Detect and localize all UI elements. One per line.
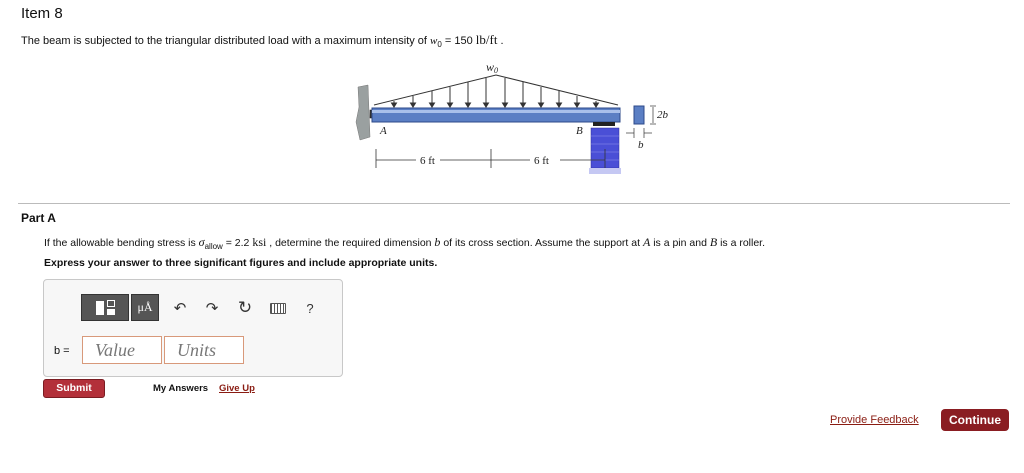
part-question	[44, 235, 765, 251]
part-label: Part A	[21, 211, 56, 225]
a-symbol: A	[642, 235, 651, 249]
load-label-w: w	[486, 60, 495, 74]
reset-icon[interactable]: ↻	[237, 298, 253, 317]
bb-symbol: B	[709, 235, 718, 249]
w0-subscript: 0	[437, 40, 442, 50]
point-b-label: B	[576, 125, 583, 137]
my-answers-link[interactable]: My Answers	[153, 383, 209, 394]
load-label-sub: 0	[494, 66, 499, 75]
templates-button[interactable]	[81, 294, 129, 321]
templates-icon	[96, 300, 115, 315]
sigma-subscript: allow	[204, 242, 223, 252]
section-divider	[18, 203, 1010, 204]
load-distribution-line	[374, 75, 618, 105]
b-input-label: b =	[54, 345, 70, 357]
submit-button[interactable]: Submit	[43, 379, 105, 398]
w0-symbol: w	[430, 35, 438, 47]
beam-figure	[350, 52, 690, 182]
problem-text: The beam is subjected to the triangular distributed load with a maximum intensity of	[21, 35, 431, 47]
part-text-5: is a pin and	[650, 237, 710, 249]
load-label	[486, 60, 498, 75]
load-units: lb/ft	[475, 32, 498, 47]
b-symbol: b	[434, 235, 441, 249]
ksi-unit: ksi	[252, 235, 267, 249]
redo-icon[interactable]: ↷	[205, 300, 219, 317]
part-text-4: of its cross section. Assume the support at	[440, 237, 643, 249]
part-text-6: is a roller.	[717, 237, 766, 249]
answer-box	[43, 279, 343, 377]
part-text-1: If the allowable bending stress is	[44, 237, 199, 249]
part-text-3: , determine the required dimension	[266, 237, 435, 249]
units-button[interactable]: μÅ	[131, 294, 159, 321]
cross-width-label: b	[638, 139, 644, 151]
undo-icon[interactable]: ↶	[173, 300, 187, 317]
point-a-label: A	[380, 125, 387, 137]
problem-equals: = 150	[441, 35, 476, 47]
wall-support	[356, 85, 370, 140]
cross-height-label: 2b	[657, 109, 668, 121]
problem-end: .	[497, 35, 504, 47]
sigma-symbol: σ	[198, 235, 205, 249]
dim-right-label: 6 ft	[534, 155, 549, 167]
problem-statement	[21, 32, 504, 49]
units-input[interactable]: Units	[164, 336, 244, 364]
part-text-2: = 2.2	[222, 237, 253, 249]
help-button[interactable]: ?	[306, 300, 314, 316]
provide-feedback-link[interactable]: Provide Feedback	[830, 414, 919, 426]
continue-button[interactable]: Continue	[941, 409, 1009, 431]
instructions: Express your answer to three significant figures and include appropriate units.	[44, 257, 438, 269]
value-input[interactable]: Value	[82, 336, 162, 364]
roller-plate	[593, 122, 615, 126]
item-title: Item 8	[21, 5, 63, 22]
cross-section	[634, 106, 644, 124]
keyboard-icon[interactable]	[268, 300, 288, 316]
give-up-link[interactable]: Give Up	[219, 383, 255, 394]
dim-left-label: 6 ft	[420, 155, 435, 167]
